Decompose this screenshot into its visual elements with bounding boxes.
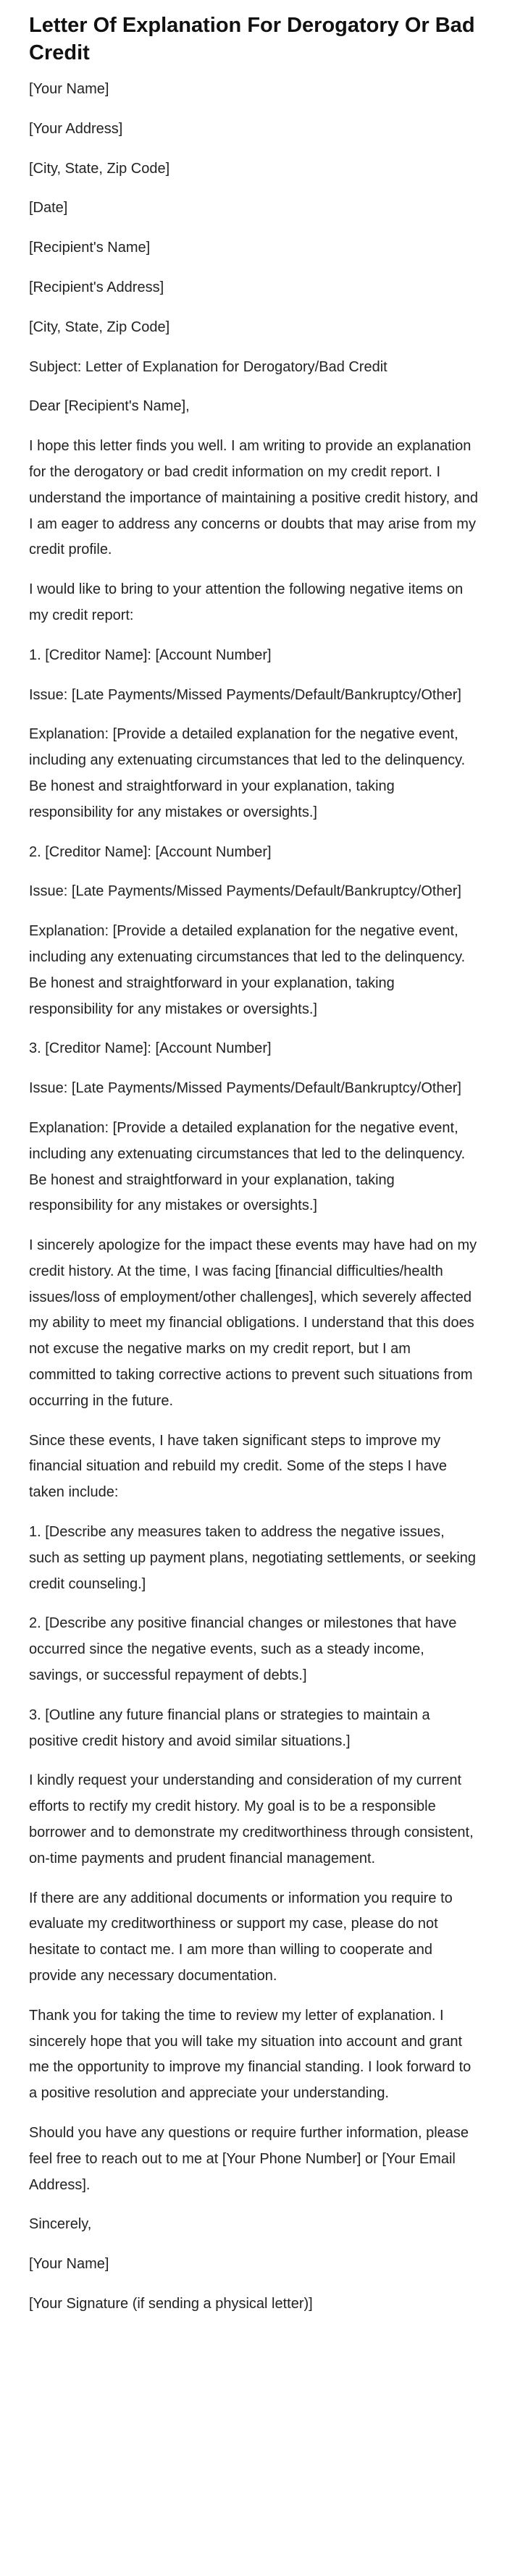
signature-name: [Your Name]: [29, 2256, 109, 2273]
step-2: 2. [Describe any positive financial changes or milestones that have occurred since the negative events, such as a steady income, savings, or successful repayment of debts.]: [29, 1615, 457, 1684]
item-1-issue: Issue: [Late Payments/Missed Payments/Default/Bankruptcy/Other]: [29, 686, 461, 703]
signature-line: [Your Signature (if sending a physical letter)]: [29, 2295, 313, 2312]
step-1: 1. [Describe any measures taken to address the negative issues, such as setting up payment plans, negotiating settlements, or seeking credit counseling.]: [29, 1524, 477, 1592]
item-2-creditor: 2. [Creditor Name]: [Account Number]: [29, 843, 272, 860]
item-1-explanation: Explanation: [Provide a detailed explanation for the negative event, including any extenuating circumstances that led to the delinquency. Be honest and straightforward in your explanation, taking responsibility for any mistakes or oversights.]: [29, 726, 466, 820]
sender-city-state-zip: [City, State, Zip Code]: [29, 160, 170, 177]
closing: Sincerely,: [29, 2216, 92, 2233]
letter-date: [Date]: [29, 200, 68, 216]
recipient-name: [Recipient's Name]: [29, 240, 151, 256]
recipient-address: [Recipient's Address]: [29, 279, 164, 295]
step-3: 3. [Outline any future financial plans or strategies to maintain a positive credit history and avoid similar situations.]: [29, 1706, 430, 1749]
item-1-creditor: 1. [Creditor Name]: [Account Number]: [29, 647, 272, 663]
request-paragraph: I kindly request your understanding and consideration of my current efforts to rectify my credit history. My goal is to be a responsible borrower and to demonstrate my creditworthiness through consistent, on-time payments and prudent financial management.: [29, 1772, 474, 1866]
apology-paragraph: I sincerely apologize for the impact these events may have had on my credit history. At the time, I was facing [financial difficulties/health issues/loss of employment/other challenges], which severely affected my ability to meet my financial obligations. I understand that this does not excuse the negative marks on my credit report, but I am committed to taking corrective actions to prevent such situations from occurring in the future.: [29, 1237, 477, 1409]
letter-body: [29, 77, 478, 2318]
subject-line: Subject: Letter of Explanation for Derogatory/Bad Credit: [29, 358, 387, 375]
item-2-explanation: Explanation: [Provide a detailed explanation for the negative event, including any extenuating circumstances that led to the delinquency. Be honest and straightforward in your explanation, taking responsibility for any mistakes or oversights.]: [29, 923, 466, 1017]
item-3-issue: Issue: [Late Payments/Missed Payments/Default/Bankruptcy/Other]: [29, 1080, 461, 1097]
intro-paragraph: I hope this letter finds you well. I am writing to provide an explanation for the derogatory or bad credit information on my credit report. I understand the importance of maintaining a positive credit history, and I am eager to address any concerns or doubts that may arise from my credit profile.: [29, 438, 478, 558]
salutation: Dear [Recipient's Name],: [29, 398, 190, 415]
steps-intro: Since these events, I have taken significant steps to improve my financial situation and rebuild my credit. Some of the steps I have taken include:: [29, 1432, 447, 1501]
sender-name: [Your Name]: [29, 81, 109, 97]
item-3-creditor: 3. [Creditor Name]: [Account Number]: [29, 1040, 272, 1057]
negative-items-intro: I would like to bring to your attention the following negative items on my credit report:: [29, 581, 464, 623]
sender-address: [Your Address]: [29, 120, 123, 137]
item-2-issue: Issue: [Late Payments/Missed Payments/Default/Bankruptcy/Other]: [29, 883, 461, 900]
document-title: Letter Of Explanation For Derogatory Or Bad Credit: [29, 14, 475, 64]
recipient-city-state-zip: [City, State, Zip Code]: [29, 319, 170, 335]
item-3-explanation: Explanation: [Provide a detailed explanation for the negative event, including any extenuating circumstances that led to the delinquency. Be honest and straightforward in your explanation, taking responsibility for any mistakes or oversights.]: [29, 1119, 466, 1214]
thanks-paragraph: Thank you for taking the time to review my letter of explanation. I sincerely hope that you will take my situation into account and grant me the opportunity to improve my financial standing. I look forward to a positive resolution and appreciate your understanding.: [29, 2007, 472, 2102]
documents-paragraph: If there are any additional documents or information you require to evaluate my creditworthiness or support my case, please do not hesitate to contact me. I am more than willing to cooperate and provide any necessary documentation.: [29, 1890, 453, 1984]
contact-paragraph: Should you have any questions or require further information, please feel free to reach out to me at [Your Phone Number] or [Your Email Address].: [29, 2125, 469, 2193]
